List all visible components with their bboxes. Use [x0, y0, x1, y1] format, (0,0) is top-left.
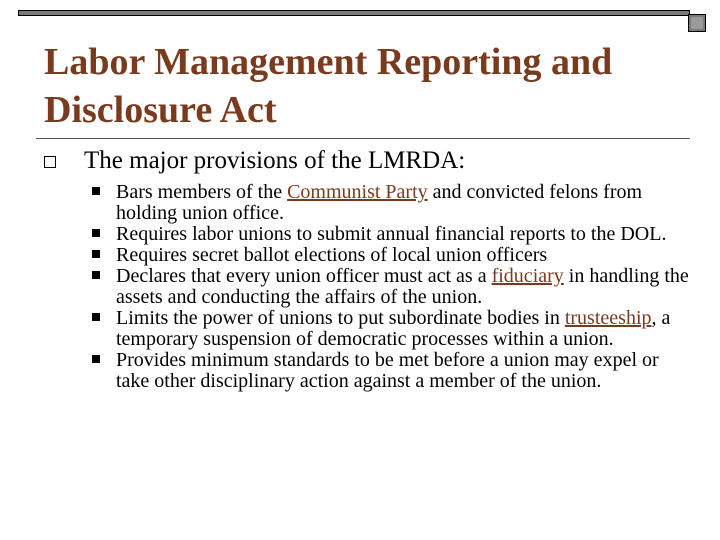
title-divider — [36, 138, 690, 139]
list-item — [92, 350, 692, 392]
link-communist-party[interactable]: Communist Party — [287, 181, 428, 203]
provision-text: Limits the power of unions to put subordinate bodies in — [116, 307, 565, 329]
provision-text: Requires secret ballot elections of local union officers — [116, 244, 548, 266]
filled-square-bullet-icon — [92, 250, 100, 258]
provision-text: Requires labor unions to submit annual financial reports to the DOL. — [116, 223, 667, 245]
corner-square-inner — [691, 17, 703, 29]
provision-text: Provides minimum standards to be met before a union may expel or take other disciplinary action against a member of the union. — [116, 349, 659, 392]
link-trusteeship[interactable]: trusteeship — [564, 307, 652, 329]
provision-text: Declares that every union officer must act as a — [116, 265, 492, 287]
filled-square-bullet-icon — [92, 271, 100, 279]
provision-text-cont: , a temporary suspension of democratic processes within a union. — [116, 307, 671, 350]
filled-square-bullet-icon — [92, 187, 100, 195]
filled-square-bullet-icon — [92, 229, 100, 237]
provision-text-cont: and convicted felons from holding union office. — [116, 181, 643, 224]
hollow-square-bullet-icon — [44, 156, 56, 168]
link-fiduciary[interactable]: fiduciary — [491, 265, 564, 287]
list-item — [92, 266, 692, 308]
top-decorative-bar — [18, 10, 690, 16]
main-point-text: The major provisions of the LMRDA: — [84, 147, 466, 174]
list-item — [92, 308, 692, 350]
provisions-list — [92, 182, 692, 392]
filled-square-bullet-icon — [92, 313, 100, 321]
provision-text-cont: in handling the assets and conducting the affairs of the union. — [116, 265, 689, 308]
list-item — [92, 224, 692, 245]
slide-title: Labor Management Reporting and Disclosure Act — [44, 41, 613, 131]
list-item — [92, 245, 692, 266]
filled-square-bullet-icon — [92, 355, 100, 363]
list-item — [92, 182, 692, 224]
provision-text: Bars members of the — [116, 181, 288, 203]
